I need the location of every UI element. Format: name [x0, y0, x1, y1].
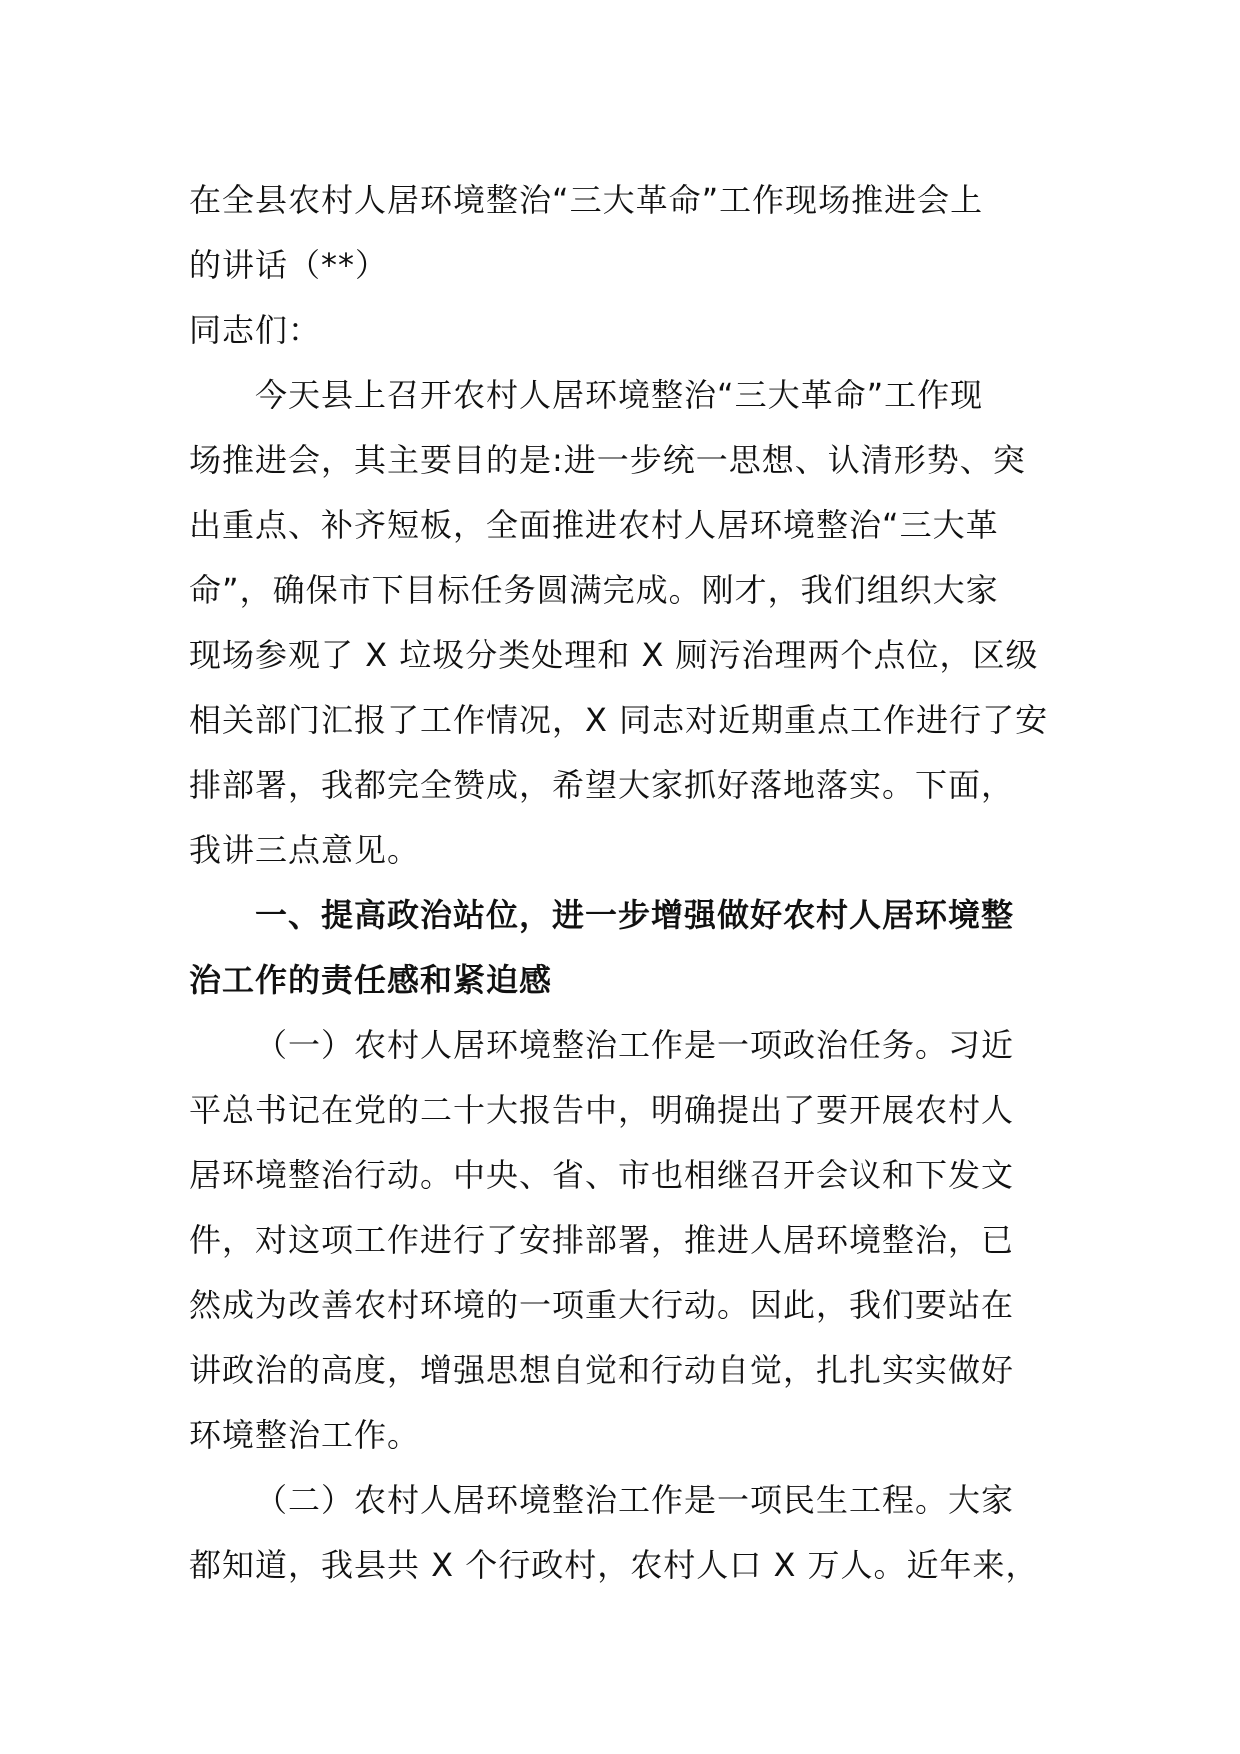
- paragraph-line: （一）农村人居环境整治工作是一项政治任务。习近: [255, 1026, 1015, 1064]
- paragraph-line: 平总书记在党的二十大报告中，明确提出了要开展农村人: [189, 1091, 1015, 1129]
- paragraph-line: 排部署，我都完全赞成，希望大家抓好落地落实。下面，: [189, 766, 1015, 804]
- title-line: 在全县农村人居环境整治“三大革命”工作现场推进会上: [189, 181, 984, 219]
- salutation: 同志们：: [189, 311, 322, 349]
- paragraph-line: 我讲三点意见。: [189, 831, 421, 869]
- title-line: 的讲话（**）: [189, 246, 389, 284]
- paragraph-line: 场推进会，其主要目的是:进一步统一思想、认清形势、突: [189, 441, 1026, 479]
- paragraph-line: 相关部门汇报了工作情况，X 同志对近期重点工作进行了安: [189, 701, 1049, 739]
- paragraph-line: 现场参观了 X 垃圾分类处理和 X 厕污治理两个点位，区级: [189, 636, 1039, 674]
- heading-line: 治工作的责任感和紧迫感: [189, 961, 553, 999]
- paragraph-line: （二）农村人居环境整治工作是一项民生工程。大家: [255, 1481, 1015, 1519]
- paragraph-line: 居环境整治行动。中央、省、市也相继召开会议和下发文: [189, 1156, 1015, 1194]
- paragraph-line: 讲政治的高度，增强思想自觉和行动自觉，扎扎实实做好: [189, 1351, 1015, 1389]
- paragraph-line: 件，对这项工作进行了安排部署，推进人居环境整治，已: [189, 1221, 1015, 1259]
- paragraph-line: 都知道，我县共 X 个行政村，农村人口 X 万人。近年来，: [189, 1546, 1039, 1584]
- paragraph-opening: [189, 363, 1059, 883]
- heading-line: 一、提高政治站位，进一步增强做好农村人居环境整: [255, 896, 1015, 934]
- paragraph-line: 出重点、补齐短板，全面推进农村人居环境整治“三大革: [189, 506, 999, 544]
- paragraph-line: 命”，确保市下目标任务圆满完成。刚才，我们组织大家: [189, 571, 999, 609]
- document-body: [189, 168, 1059, 1598]
- paragraph-livelihood: [189, 1468, 1059, 1598]
- paragraph-line: 今天县上召开农村人居环境整治“三大革命”工作现: [255, 376, 984, 414]
- section-heading-1: [189, 883, 1059, 1013]
- paragraph-line: 然成为改善农村环境的一项重大行动。因此，我们要站在: [189, 1286, 1015, 1324]
- paragraph-line: 环境整治工作。: [189, 1416, 421, 1454]
- document-title: [189, 168, 1059, 298]
- paragraph-political-task: [189, 1013, 1059, 1468]
